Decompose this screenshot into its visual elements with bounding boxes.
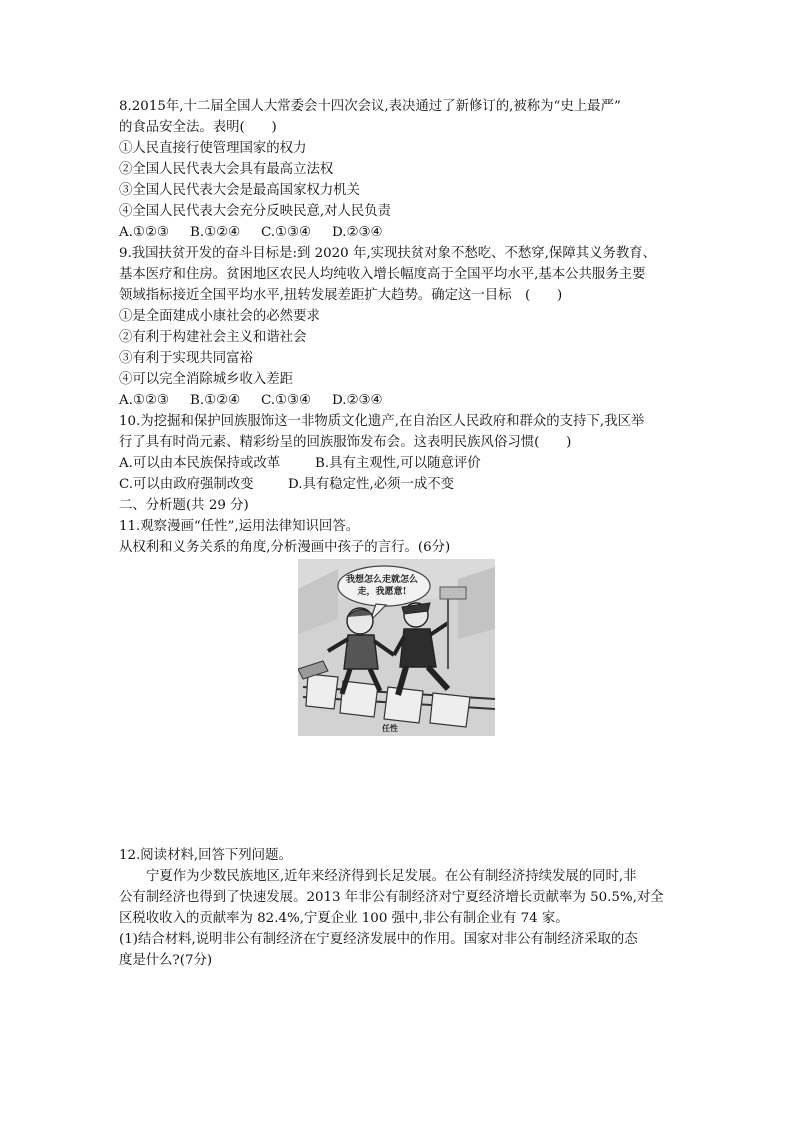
cartoon-speech-bubble	[342, 574, 422, 598]
q9-item-3: ③有利于实现共同富裕	[119, 351, 253, 366]
q10-choice-a: A.可以由本民族保持或改革	[119, 456, 281, 471]
q8-stem-line2: 的食品安全法。表明( )	[119, 120, 277, 135]
q11-line2: 从权利和义务关系的角度,分析漫画中孩子的言行。(6分)	[119, 540, 451, 555]
q8-choice-b: B.①②④	[190, 225, 241, 240]
q9-choices	[119, 390, 684, 411]
q9-choice-c: C.①③④	[261, 393, 312, 408]
q9-choice-b: B.①②④	[190, 393, 241, 408]
bubble-text-line2: 走，我愿意!	[357, 587, 407, 597]
q9-stem-line3: 领域指标接近全国平均水平,扭转发展差距扩大趋势。确定这一目标 ( )	[119, 288, 563, 303]
q9-item-1: ①是全面建成小康社会的必然要求	[119, 309, 320, 324]
q8-stem-line1: 8.2015年,十二届全国人大常委会十四次会议,表决通过了新修订的,被称为“史上最严”	[119, 99, 621, 114]
cartoon-title: 任性	[382, 723, 398, 733]
question-12	[119, 845, 684, 971]
q10-stem-line1: 10.为挖掘和保护回族服饰这一非物质文化遗产,在自治区人民政府和群众的支持下,我区举	[119, 414, 645, 429]
q8-item-1: ①人民直接行使管理国家的权力	[119, 141, 307, 156]
bubble-text-line1: 我想怎么走就怎么	[345, 575, 418, 585]
q8-choice-d: D.②③④	[332, 225, 383, 240]
questions-8-to-11	[119, 96, 684, 558]
q8-choices	[119, 222, 684, 243]
q8-item-4: ④全国人民代表大会充分反映民意,对人民负责	[119, 204, 392, 219]
q12-material-line2: 公有制经济也得到了快速发展。2013 年非公有制经济对宁夏经济增长贡献率为 50.5%,对全	[119, 890, 664, 905]
q10-stem-line2: 行了具有时尚元素、精彩纷呈的回族服饰发布会。这表明民族风俗习惯( )	[119, 435, 572, 450]
q9-choice-d: D.②③④	[332, 393, 383, 408]
q8-item-2: ②全国人民代表大会具有最高立法权	[119, 162, 334, 177]
q11-line1: 11.观察漫画“任性”,运用法律知识回答。	[119, 519, 360, 534]
q10-choices-row2	[119, 474, 684, 495]
q12-intro: 12.阅读材料,回答下列问题。	[119, 848, 292, 863]
q12-material-line1: 宁夏作为少数民族地区,近年来经济得到长足发展。在公有制经济持续发展的同时,非	[146, 869, 637, 884]
q9-stem-line1: 9.我国扶贫开发的奋斗目标是:到 2020 年,实现扶贫对象不愁吃、不愁穿,保障其义务教育、	[119, 246, 657, 261]
q10-choice-b: B.具有主观性,可以随意评价	[315, 456, 481, 471]
q12-material-line3: 区税收收入的贡献率为 82.4%,宁夏企业 100 强中,非公有制企业有 74 家。	[119, 911, 569, 926]
q12-sub1-line1: (1)结合材料,说明非公有制经济在宁夏经济发展中的作用。国家对非公有制经济采取的态	[119, 932, 638, 947]
q10-choice-c: C.可以由政府强制改变	[119, 477, 254, 492]
q12-sub1-line2: 度是什么?(7分)	[119, 953, 213, 968]
q9-item-4: ④可以完全消除城乡收入差距	[119, 372, 294, 387]
q9-item-2: ②有利于构建社会主义和谐社会	[119, 330, 307, 345]
q8-item-3: ③全国人民代表大会是最高国家权力机关	[119, 183, 361, 198]
q9-stem-line2: 基本医疗和住房。贫困地区农民人均纯收入增长幅度高于全国平均水平,基本公共服务主要	[119, 267, 646, 282]
q8-choice-a: A.①②③	[119, 225, 169, 240]
q10-choice-d: D.具有稳定性,必须一成不变	[288, 477, 455, 492]
q8-choice-c: C.①③④	[261, 225, 312, 240]
section-2-title: 二、分析题(共 29 分)	[119, 498, 249, 513]
q10-choices-row1	[119, 453, 684, 474]
q9-choice-a: A.①②③	[119, 393, 169, 408]
